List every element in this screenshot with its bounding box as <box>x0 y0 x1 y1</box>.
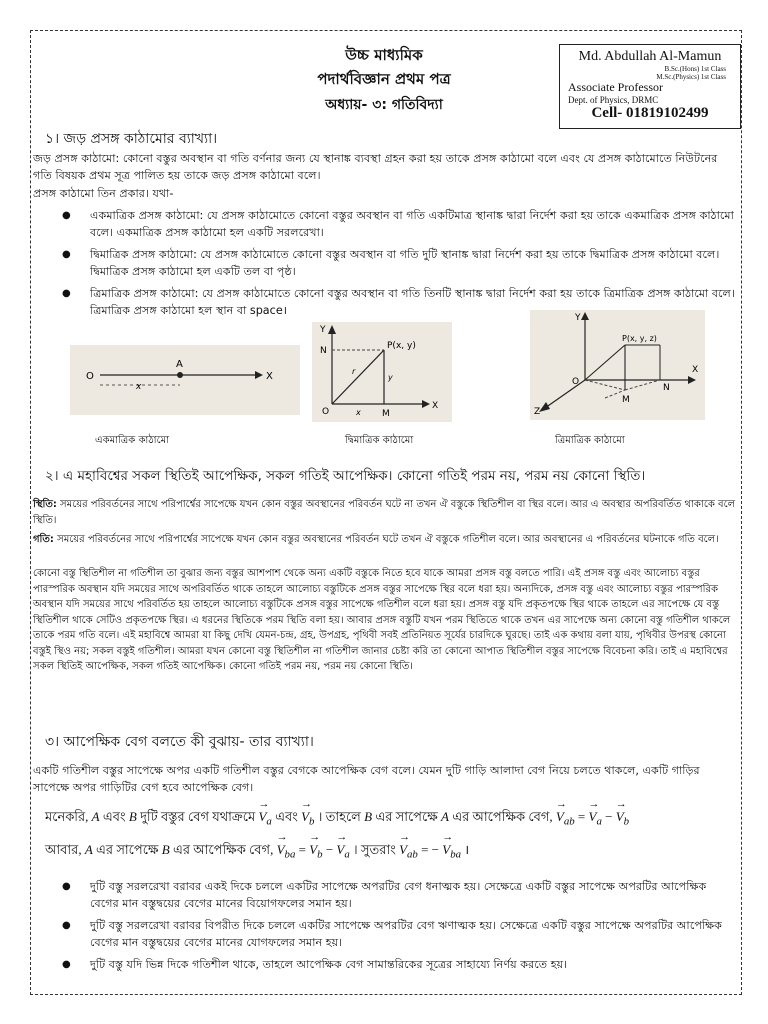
relative-velocity-equation-1 <box>45 808 629 829</box>
eq2-text: এর আপেক্ষিক বেগ, <box>172 842 274 857</box>
two-d-py-label: y <box>388 373 393 382</box>
author-degree-1: B.Sc.(Hons) 1st Class <box>664 65 726 74</box>
motion-text: সময়ের পরিবর্তনের সাথে পরিপার্শ্বের সাপেক্ষে যখন কোন বস্তুর অবস্থানের পরিবর্তন ঘটে তখন ঐ বস্তুকে গতিশীল বলে। আর অবস্থানের এ পরিবর্তনের ঘটনাকে গতি বলে। <box>57 534 719 545</box>
equals-minus-sign: = − <box>421 842 440 857</box>
list-item: ● ত্রিমাত্রিক প্রসঙ্গ কাঠামো: যে প্রসঙ্গ কাঠামোতে কোনো বস্তুর অবস্থান বা গতি তিনটি স্থানাঙ্ক দ্বারা নির্দেশ করা হয় তাকে ত্রিমাত্রিক প্রসঙ্গ কাঠামো বলে। ত্রিমাত্রিক প্রসঙ্গ কাঠামো হল স্থান বা space। <box>62 285 737 319</box>
three-d-n-label: N <box>663 383 670 393</box>
subject-title: পদার্থবিজ্ঞান প্রথম পত্র <box>317 70 451 88</box>
author-degree-2: M.Sc.(Physics) 1st Class <box>656 73 726 82</box>
minus-sign: − <box>605 809 613 824</box>
velocity-ba: → $V_{ba}$ <box>277 842 296 861</box>
author-name: Md. Abdullah Al-Mamun <box>578 49 722 64</box>
eq1-b: B <box>364 809 373 824</box>
author-cell: Cell- 01819102499 <box>591 105 709 122</box>
eq1-text: মনেকরি, <box>45 809 89 824</box>
three-d-z-axis-label: Z <box>534 407 541 417</box>
three-d-o-label: O <box>572 377 580 387</box>
section-2-title: ২। এ মহাবিশ্বের সকল স্থিতিই আপেক্ষিক, সকল গতিই আপেক্ষিক। কোনো গতিই পরম নয়, পরম নয় কোনো স্থিতি। <box>45 468 646 484</box>
list-item: ● দুটি বস্তু সরলরেখা বরাবর বিপরীত দিকে চললে একটির সাপেক্ষে অপরটির বেগ ঋণাত্মক হয়। সেক্ষেত্রে একটি বস্তুর সাপেক্ষে অপরটির আপেক্ষিক বেগের মান বস্তুদ্বয়ের বেগের মানের যোগফলের সমান হয়। <box>62 917 737 951</box>
two-d-m-label: M <box>382 409 390 419</box>
author-dept: Dept. of Physics, DRMC <box>568 94 659 105</box>
two-d-x-axis-label: X <box>432 401 439 411</box>
one-d-frame-diagram <box>70 345 300 415</box>
velocity-ab: → $V_{ab}$ <box>399 842 418 861</box>
velocity-b: → $V_b$ <box>309 842 322 861</box>
two-d-o-label: O <box>322 407 330 417</box>
three-d-y-axis-label: Y <box>575 313 581 323</box>
velocity-a: → $V_a$ <box>588 809 601 828</box>
author-position: Associate Professor <box>568 80 663 95</box>
one-d-a-label: A <box>176 359 183 370</box>
list-item: ● একমাত্রিক প্রসঙ্গ কাঠামো: যে প্রসঙ্গ কাঠামোতে কোনো বস্তুর অবস্থান বা গতি একটিমাত্র স্থানাঙ্ক দ্বারা নির্দেশ করা হয় তাকে একমাত্রিক প্রসঙ্গ কাঠামো বলে। একমাত্রিক প্রসঙ্গ কাঠামো হল একটি সরলরেখা। <box>62 207 737 241</box>
eq1-a: A <box>91 809 100 824</box>
velocity-ab: → $V_{ab}$ <box>556 809 575 828</box>
velocity-b: → $V_b$ <box>616 809 629 828</box>
eq2-text: আবার, <box>45 842 82 857</box>
section-3-title: ৩। আপেক্ষিক বেগ বলতে কী বুঝায়- তার ব্যাখ্যা। <box>45 734 314 750</box>
two-d-caption: দ্বিমাত্রিক কাঠামো <box>345 435 414 446</box>
author-box <box>559 44 741 129</box>
three-d-frame-diagram <box>530 310 705 420</box>
section-3-paragraph: একটি গতিশীল বস্তুর সাপেক্ষে অপর একটি গতিশীল বস্তুর বেগকে আপেক্ষিক বেগ বলে। যেমন দুটি গাড়ি আলাদা বেগ নিয়ে চলতে থাকলে, একটি গাড়ির সাপেক্ষে অপর গাড়িটির বেগ হবে আপেক্ষিক বেগ। <box>33 764 700 794</box>
eq2-b: B <box>161 842 170 857</box>
chapter-title: অধ্যায়- ৩: গতিবিদ্যা <box>325 97 443 113</box>
course-level: উচ্চ মাধ্যমিক <box>345 46 423 64</box>
minus-sign: − <box>325 842 334 857</box>
one-d-x-axis-label: X <box>266 371 273 382</box>
eq2-text: । <box>464 842 470 857</box>
three-d-x-axis-label: X <box>692 365 699 375</box>
eq1-text: এবং <box>275 809 298 824</box>
rest-label: স্থিতি: <box>33 499 57 510</box>
three-d-p-label: P(x, y, z) <box>622 334 657 343</box>
section-2-explanation: কোনো বস্তু স্থিতিশীল না গতিশীল তা বুঝার জন্য বস্তুর আশপাশ থেকে অন্য একটি বস্তুকে নিতে হবে যাকে আমরা প্রসঙ্গ বস্তু বলতে পারি। এই প্রসঙ্গ বস্তু এবং আলোচ্য বস্তুর পারস্পরিক অবস্থান যদি সময়ের সাথে অপরিবর্তিত থাকে তাহলে আলোচ্য বস্তুটিকে প্রসঙ্গ বস্তুর সাপেক্ষে স্থির বলে ধরা হয়। অন্যদিকে, প্রসঙ্গ বস্তু এবং আলোচ্য বস্তুর পারস্পরিক অবস্থান যদি সময়ের সাথে পরিবর্তিত হয় তাহলে আলোচ্য বস্তুটিকে প্রসঙ্গ বস্তুর সাপেক্ষে গতিশীল বলে ধরা হয়। প্রসঙ্গ বস্তু যদি প্রকৃতপক্ষে স্থির থাকে তাহলে এর সাপেক্ষে যে বস্তু স্থিতিশীল থাকে সেটিও প্রকৃতপক্ষে স্থির। এ ধরনের স্থিতিকে পরম স্থিতি বলা হয়। আবার প্রসঙ্গ বস্তুটি যখন পরম স্থিতিতে থাকে তখন এর সাপেক্ষে অন্য কোনো বস্তু গতিশীল থাকলে তাকে পরম গতি বলে। এই মহাবিশ্বে আমরা যা কিছু দেখি যেমন-চন্দ্র, গ্রহ, উপগ্রহ, পৃথিবী সবই প্রতিনিয়ত সূর্যের চারদিকে ঘুরছে। তাই এক কথায় বলা যায়, পৃথিবীর উপরস্থ কোনো বস্তুই স্থিও নয়; সকল বস্তুই গতিশীল। আমরা যখন কোনো বস্তু স্থিতিশীল না গতিশীল জানার চেষ্টা করি তা কোনো আপাত স্থিতিশীল বস্তুর সাপেক্ষে বিবেচনা করি। তাই এ মহাবিশ্বের সকল স্থিতিই আপেক্ষিক, সকল গতিই আপেক্ষিক। কোনো গতিই পরম নয়, পরম নয় কোনো স্থিতি। <box>33 568 731 672</box>
two-d-y-axis-label: Y <box>320 325 326 335</box>
section-1-title: ১। জড় প্রসঙ্গ কাঠামোর ব্যাখ্যা। <box>45 131 218 147</box>
two-d-n-label: N <box>320 346 327 356</box>
section-1-bullets <box>62 207 737 324</box>
eq1-text: এবং <box>102 809 126 824</box>
eq1-text: দুটি বস্তুর বেগ যথাক্রমে <box>140 809 256 824</box>
list-item: ● দুটি বস্তু যদি ভিন্ন দিকে গতিশীল থাকে, তাহলে আপেক্ষিক বেগ সামান্তরিকের সূত্রের সাহায্যে নির্ণয় করতে হয়। <box>62 956 737 973</box>
eq1-text: এর সাপেক্ষে <box>375 809 438 824</box>
section-3-bullets <box>62 878 737 978</box>
two-d-frame-diagram <box>312 322 452 422</box>
eq2-a: A <box>84 842 93 857</box>
eq2-text: এর সাপেক্ষে <box>96 842 159 857</box>
list-item: ● দ্বিমাত্রিক প্রসঙ্গ কাঠামো: যে প্রসঙ্গ কাঠামোতে কোনো বস্তুর অবস্থান বা গতি দুটি স্থানাঙ্ক দ্বারা নির্দেশ করা হয় তাকে দ্বিমাত্রিক প্রসঙ্গ কাঠামো বলে। দ্বিমাত্রিক প্রসঙ্গ কাঠামো হল একটি তল বা পৃষ্ঠ। <box>62 246 737 280</box>
three-d-caption: ত্রিমাত্রিক কাঠামো <box>555 435 625 446</box>
eq1-text: এর আপেক্ষিক বেগ, <box>452 809 553 824</box>
eq1-a: A <box>441 809 449 824</box>
one-d-distance-label: x <box>136 382 142 392</box>
one-d-o-label: O <box>86 371 94 382</box>
section-1-types: প্রসঙ্গ কাঠামো তিন প্রকার। যথা- <box>33 187 174 200</box>
eq1-text: । তাহলে <box>317 809 361 824</box>
eq2-text: । সুতরাং <box>353 842 396 857</box>
relative-velocity-equation-2 <box>45 840 469 862</box>
section-2-motion-definition <box>33 532 738 548</box>
section-1-paragraph: জড় প্রসঙ্গ কাঠামো: কোনো বস্তুর অবস্থান বা গতি বর্ণনার জন্য যে স্থানাঙ্ক ব্যবস্থা গ্রহন করা হয় তাকে প্রসঙ্গ কাঠামো বলে এবং যে প্রসঙ্গ কাঠামোতে নিউটনের গতি বিষয়ক প্রথম সূত্র পালিত হয় তাকে জড় প্রসঙ্গ কাঠামো বলে। <box>33 152 718 182</box>
motion-label: গতি: <box>33 534 54 545</box>
rest-text: সময়ের পরিবর্তনের সাথে পরিপার্শ্বের সাপেক্ষে যখন কোন বস্তুর অবস্থানের পরিবর্তন ঘটে না তখন ঐ বস্তুকে স্থিতিশীল বা স্থির বলে। আর এ অবস্থার অপরিবর্তিত থাকাকে বলে স্থিতি। <box>33 499 736 526</box>
two-d-p-label: P(x, y) <box>387 341 416 351</box>
velocity-a: → $V_a$ <box>258 809 271 828</box>
eq1-b: B <box>128 809 137 824</box>
velocity-a: → $V_a$ <box>336 842 349 861</box>
three-d-m-label: M <box>622 395 630 405</box>
equals-sign: = <box>577 809 586 824</box>
two-d-px-label: x <box>356 408 361 417</box>
velocity-b: → $V_b$ <box>301 809 314 828</box>
one-d-caption: একমাত্রিক কাঠামো <box>95 435 170 446</box>
section-2-rest-definition <box>33 497 738 528</box>
equals-sign: = <box>298 842 306 857</box>
list-item: ● দুটি বস্তু সরলরেখা বরাবর একই দিকে চললে একটির সাপেক্ষে অপরটির বেগ ধনাত্মক হয়। সেক্ষেত্রে একটি বস্তুর সাপেক্ষে অপরটির আপেক্ষিক বেগের মান বস্তুদ্বয়ের বেগের মানের বিয়োগফলের সমান হয়। <box>62 878 737 912</box>
velocity-ba: → $V_{ba}$ <box>442 842 461 861</box>
two-d-r-label: r <box>352 367 356 376</box>
